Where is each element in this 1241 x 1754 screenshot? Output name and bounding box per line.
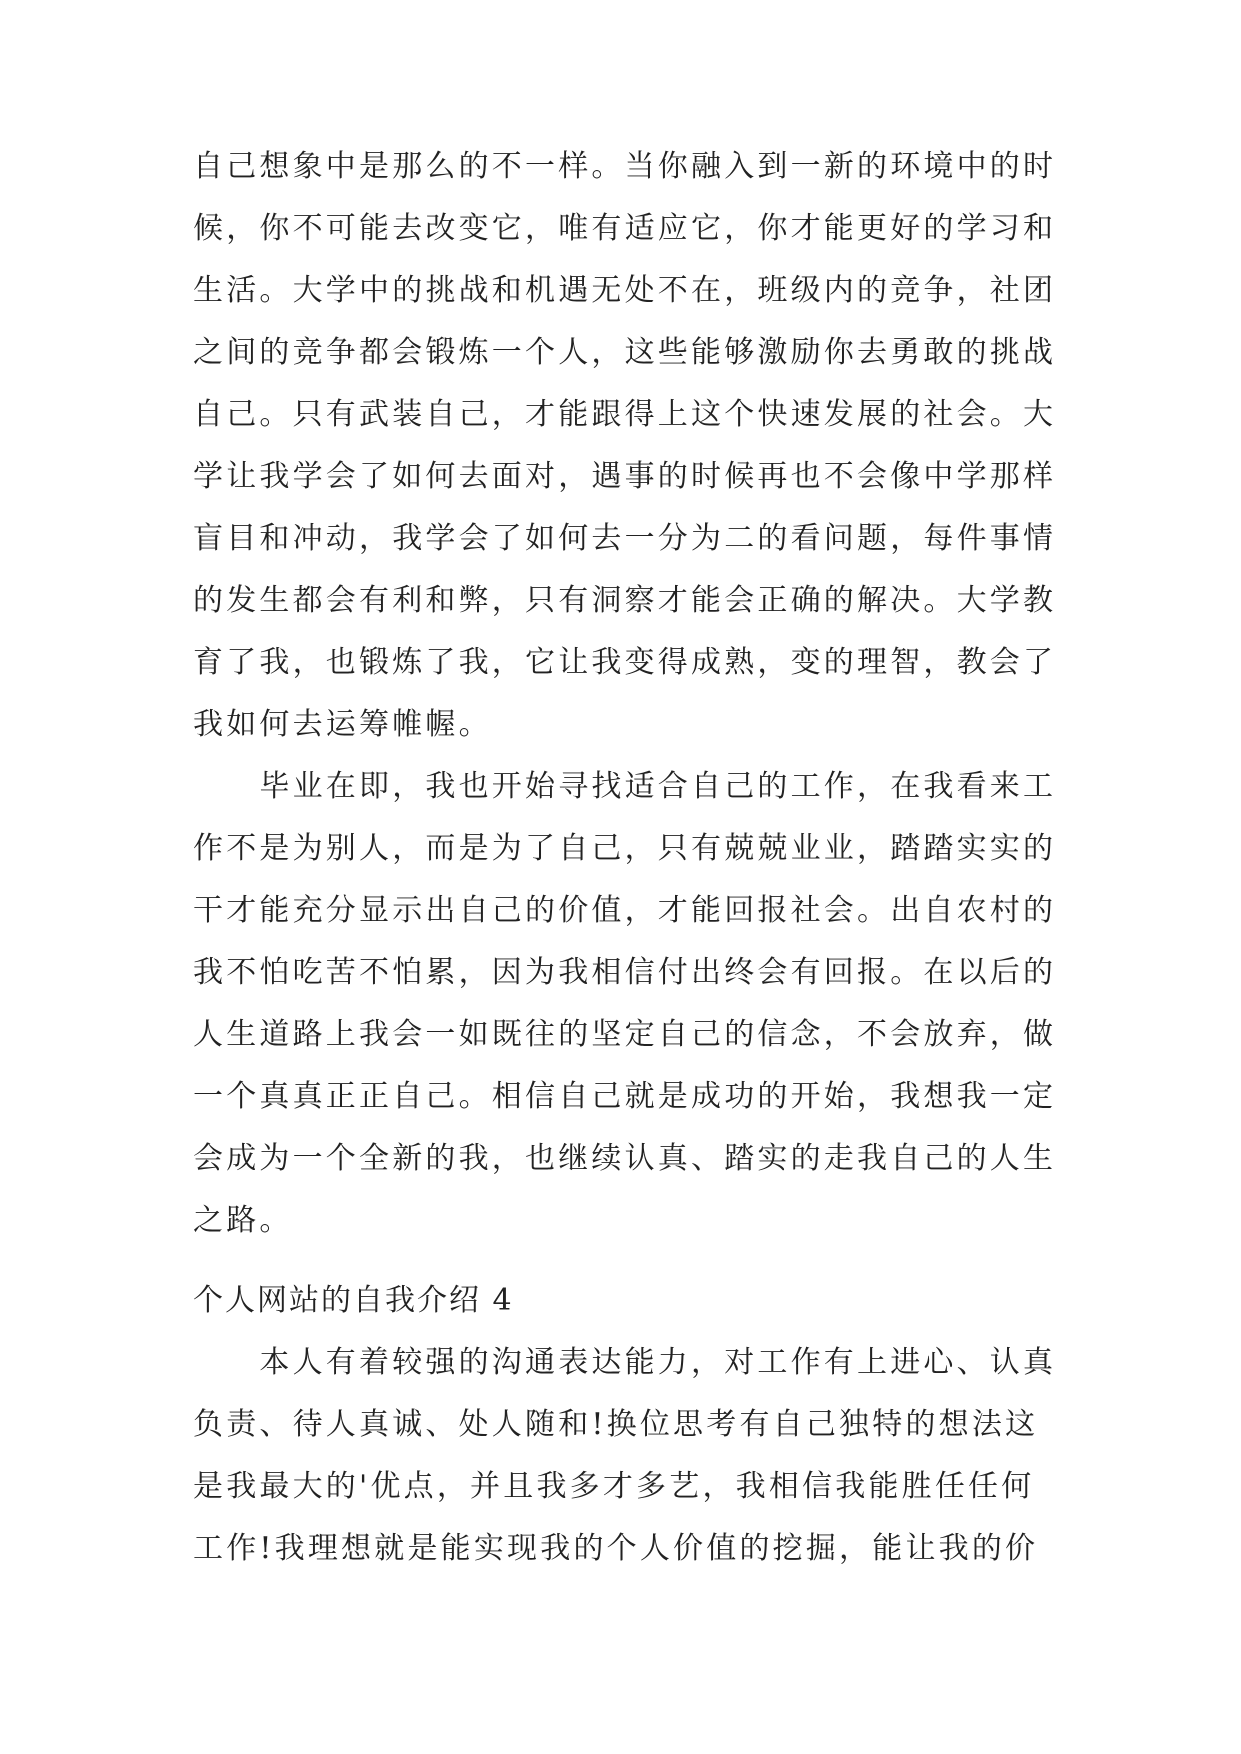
text-line: 自己想象中是那么的不一样。当你融入到一新的环境中的时 [193,149,1057,184]
text-line: 是我最大的'优点，并且我多才多艺，我相信我能胜任任何 [193,1469,1035,1504]
text-line: 我如何去运筹帷幄。 [193,707,492,742]
text-line: 我不怕吃苦不怕累，因为我相信付出终会有回报。在以后的 [193,955,1057,990]
text-line: 会成为一个全新的我，也继续认真、踏实的走我自己的人生 [193,1141,1057,1176]
text-line: 的发生都会有利和弊，只有洞察才能会正确的解决。大学教 [193,583,1057,618]
text-line: 生活。大学中的挑战和机遇无处不在，班级内的竞争，社团 [193,273,1057,308]
body-text-section-1 [193,136,1057,1252]
text-line: 之间的竞争都会锻炼一个人，这些能够激励你去勇敢的挑战 [193,335,1057,370]
text-line: 自己。只有武装自己，才能跟得上这个快速发展的社会。大 [193,397,1057,432]
text-line: 工作!我理想就是能实现我的个人价值的挖掘，能让我的价 [193,1531,1039,1566]
text-line: 盲目和冲动，我学会了如何去一分为二的看问题，每件事情 [193,521,1057,556]
text-line: 之路。 [193,1203,293,1238]
text-line: 作不是为别人，而是为了自己，只有兢兢业业，踏踏实实的 [193,831,1057,866]
text-line: 本人有着较强的沟通表达能力，对工作有上进心、认真 [193,1345,1057,1380]
text-line: 负责、待人真诚、处人随和!换位思考有自己独特的想法这 [193,1407,1039,1442]
text-line: 一个真真正正自己。相信自己就是成功的开始，我想我一定 [193,1079,1057,1114]
text-line: 干才能充分显示出自己的价值，才能回报社会。出自农村的 [193,893,1057,928]
text-line: 学让我学会了如何去面对，遇事的时候再也不会像中学那样 [193,459,1057,494]
text-line: 候，你不可能去改变它，唯有适应它，你才能更好的学习和 [193,211,1057,246]
section-heading: 个人网站的自我介绍 4 [193,1283,514,1318]
text-line: 育了我，也锻炼了我，它让我变得成熟，变的理智，教会了 [193,645,1057,680]
text-line: 人生道路上我会一如既往的坚定自己的信念，不会放弃，做 [193,1017,1057,1052]
text-line: 毕业在即，我也开始寻找适合自己的工作，在我看来工 [193,769,1057,804]
body-text-section-2 [193,1332,1057,1580]
